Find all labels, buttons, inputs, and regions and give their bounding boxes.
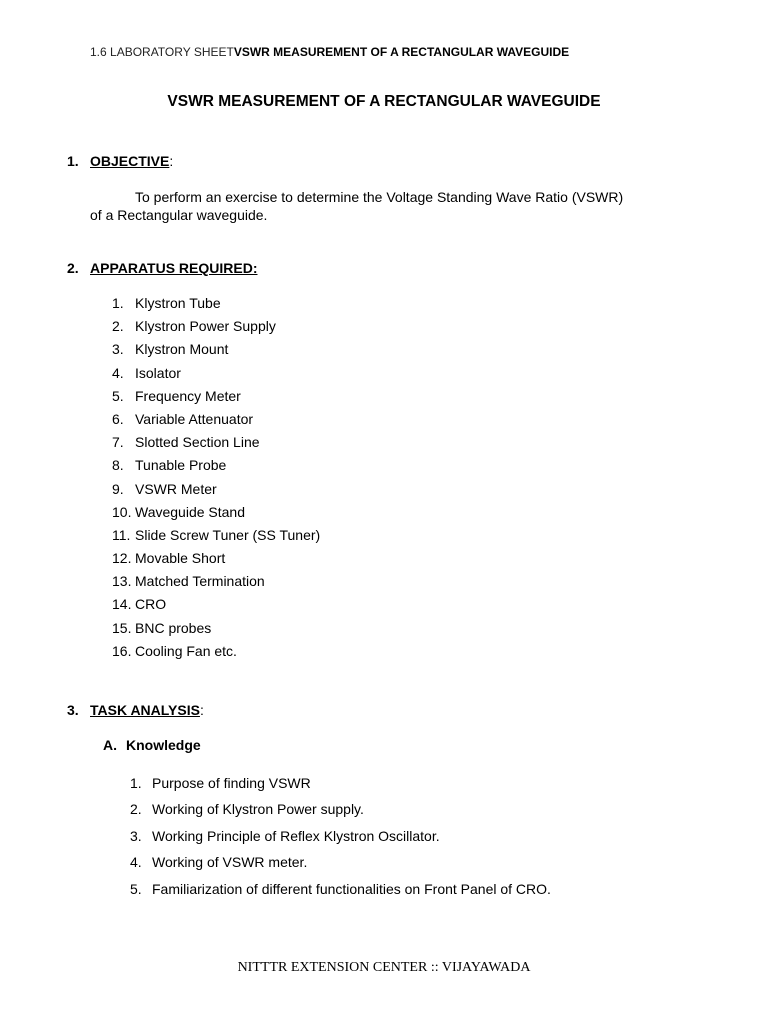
list-item: 10. Waveguide Stand <box>112 503 245 520</box>
apparatus-heading <box>67 260 258 276</box>
list-item: 1. Klystron Tube <box>112 295 221 311</box>
list-item: 2. Working of Klystron Power supply. <box>130 801 364 818</box>
list-item: 5. Familiarization of different functionalities on Front Panel of CRO. <box>130 880 551 897</box>
page-title: VSWR MEASUREMENT OF A RECTANGULAR WAVEGUIDE <box>167 93 601 110</box>
list-item: 1. Purpose of finding VSWR <box>130 775 311 791</box>
list-item: 9. VSWR Meter <box>112 480 217 497</box>
objective-heading <box>67 153 173 169</box>
list-item: 4. Isolator <box>112 364 181 381</box>
objective-text-line2: of a Rectangular waveguide. <box>90 207 268 223</box>
header-title: VSWR MEASUREMENT OF A RECTANGULAR WAVEGUIDE <box>233 45 570 59</box>
task-analysis-heading <box>67 702 204 718</box>
list-item: 16. Cooling Fan etc. <box>112 642 237 659</box>
list-item: 2. Klystron Power Supply <box>112 318 276 335</box>
list-item: 7. Slotted Section Line <box>112 434 260 451</box>
objective-label: OBJECTIVE <box>90 153 170 169</box>
knowledge-label: Knowledge <box>126 737 201 753</box>
list-item: 12. Movable Short <box>112 550 226 567</box>
list-item: 3. Klystron Mount <box>112 341 229 358</box>
page-footer: NITTTR EXTENSION CENTER :: VIJAYAWADA <box>237 960 531 975</box>
list-item: 14. CRO <box>112 596 167 613</box>
apparatus-list <box>112 292 320 663</box>
task-analysis-number: 3. <box>67 702 79 718</box>
list-item: 5. Frequency Meter <box>112 387 241 404</box>
page-header <box>90 45 569 59</box>
objective-text-line1: To perform an exercise to determine the Voltage Standing Wave Ratio (VSWR) <box>135 189 624 205</box>
task-analysis-colon: : <box>199 702 204 718</box>
knowledge-list <box>130 770 551 902</box>
list-item: 4. Working of VSWR meter. <box>130 854 308 871</box>
list-item: 13. Matched Termination <box>112 573 265 590</box>
task-analysis-label: TASK ANALYSIS <box>90 702 200 718</box>
objective-number: 1. <box>67 153 79 169</box>
list-item: 6. Variable Attenuator <box>112 410 254 427</box>
apparatus-number: 2. <box>67 260 79 276</box>
objective-paragraph <box>90 188 680 224</box>
header-sheet-label: 1.6 LABORATORY SHEET <box>90 45 234 59</box>
apparatus-label: APPARATUS REQUIRED: <box>90 260 258 276</box>
knowledge-heading <box>103 737 201 753</box>
knowledge-letter: A. <box>103 737 117 753</box>
list-item: 3. Working Principle of Reflex Klystron Oscillator. <box>130 827 440 844</box>
objective-colon: : <box>169 153 174 169</box>
list-item: 15. BNC probes <box>112 619 212 636</box>
list-item: 8. Tunable Probe <box>112 457 227 474</box>
list-item: 11. Slide Screw Tuner (SS Tuner) <box>112 526 321 543</box>
